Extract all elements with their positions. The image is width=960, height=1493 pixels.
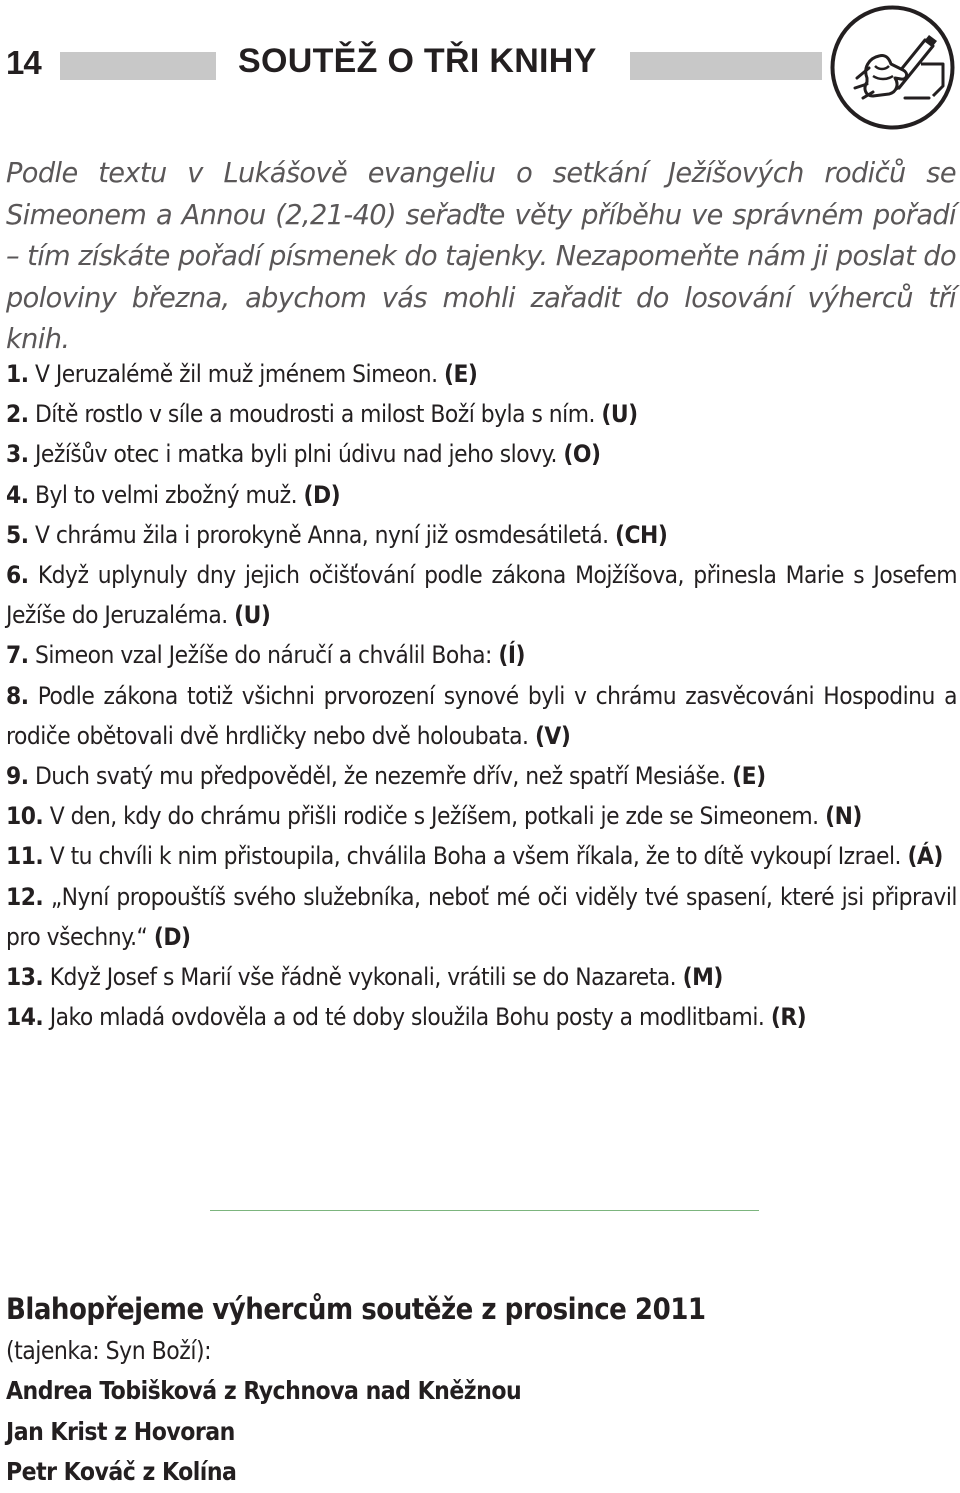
item-number: 14. [6, 1002, 44, 1032]
list-item [6, 836, 957, 876]
item-text: „Nyní propouštíš svého služebníka, neboť mé oči viděly tvé spasení, které jsi připravil pro všechny.“ [6, 881, 957, 951]
list-item [6, 796, 957, 836]
item-text: Podle zákona totiž všichni prvorození synové byli v chrámu zasvěcováni Hospodinu a rodiče obětovali dvě hrdličky nebo dvě holoubata. [6, 680, 957, 750]
item-text: Byl to velmi zbožný muž. [34, 479, 298, 509]
list-item [6, 434, 957, 474]
winner-name: Petr Kováč z Kolína [6, 1457, 237, 1486]
item-number: 4. [6, 479, 29, 509]
item-letter: (E) [444, 359, 478, 388]
item-text: Duch svatý mu předpověděl, že nezemře dřív, než spatří Mesiáše. [34, 761, 726, 791]
item-number: 11. [6, 841, 44, 871]
item-text: V Jeruzalémě žil muž jménem Simeon. [34, 359, 438, 388]
list-item [6, 475, 957, 515]
page-title: SOUTĚŽ O TŘI KNIHY [238, 42, 597, 80]
winners-title: Blahopřejeme výhercům soutěže z prosince 2011 [6, 1292, 706, 1326]
item-text: V den, kdy do chrámu přišli rodiče s Ježíšem, potkali je zde se Simeonem. [49, 801, 819, 831]
list-item [6, 877, 957, 957]
section-divider [210, 1210, 759, 1211]
header-bar-left [60, 52, 216, 80]
list-item [6, 394, 957, 434]
winner-name: Jan Krist z Hovoran [6, 1416, 235, 1446]
item-text: Jako mladá ovdověla a od té doby sloužila Bohu posty a modlitbami. [49, 1002, 765, 1032]
list-item [6, 354, 957, 394]
item-number: 6. [6, 560, 29, 590]
item-letter: (M) [682, 962, 723, 992]
item-letter: (V) [534, 720, 571, 750]
item-letter: (Í) [498, 640, 525, 670]
list-item [6, 997, 957, 1037]
item-text: Dítě rostlo v síle a moudrosti a milost Boží byla s ním. [34, 399, 595, 429]
item-letter: (R) [770, 1002, 807, 1032]
item-number: 5. [6, 519, 29, 549]
item-letter: (D) [303, 479, 341, 509]
winner-name: Andrea Tobišková z Rychnova nad Kněžnou [6, 1376, 522, 1405]
winners-section [6, 1287, 946, 1493]
list-item [6, 515, 957, 555]
item-letter: (E) [732, 761, 766, 791]
hand-writing-with-pen-icon [829, 4, 956, 131]
item-number: 8. [6, 680, 29, 710]
item-text: V chrámu žila i prorokyně Anna, nyní již osmdesátiletá. [34, 519, 609, 549]
item-letter: (D) [153, 921, 191, 951]
list-item [6, 756, 957, 796]
item-letter: (O) [563, 439, 601, 469]
item-text: Ježíšův otec i matka byli plni údivu nad jeho slovy. [34, 439, 557, 469]
item-letter: (U) [234, 600, 271, 630]
item-number: 3. [6, 439, 29, 469]
item-number: 7. [6, 640, 29, 670]
page-header [0, 0, 960, 135]
item-text: Simeon vzal Ježíše do náručí a chválil Boha: [34, 640, 492, 670]
item-letter: (Á) [907, 841, 943, 871]
instructions-text: Podle textu v Lukášově evangeliu o setkání Ježíšových rodičů se Simeonem a Annou (2,21-40) seřaďte věty příběhu ve správném pořadí – tím získáte pořadí písmenek do tajenky. Nezapomeňte nám ji poslat do poloviny března, abychom vás mohli zařadit do losování výherců tří knih. [6, 158, 956, 355]
page-number: 14 [6, 44, 41, 81]
instructions [6, 153, 956, 361]
item-letter: (U) [601, 399, 638, 429]
item-text: Když Josef s Marií vše řádně vykonali, vrátili se do Nazareta. [49, 962, 677, 992]
list-item [6, 676, 957, 756]
list-item [6, 635, 957, 675]
item-number: 9. [6, 761, 29, 791]
list-item [6, 555, 957, 635]
sentence-list [6, 354, 957, 1037]
item-number: 13. [6, 962, 44, 992]
item-number: 2. [6, 399, 29, 429]
item-text: Když uplynuly dny jejich očišťování podle zákona Mojžíšova, přinesla Marie s Josefem Ježíše do Jeruzaléma. [6, 560, 957, 630]
item-text: V tu chvíli k nim přistoupila, chválila Boha a všem říkala, že to dítě vykoupí Izrael. [49, 841, 901, 871]
item-letter: (N) [825, 801, 862, 831]
list-item [6, 957, 957, 997]
header-bar-right [630, 52, 822, 80]
item-number: 12. [6, 881, 44, 911]
item-number: 1. [6, 359, 29, 388]
item-number: 10. [6, 801, 44, 831]
winners-subtitle: (tajenka: Syn Boží): [6, 1336, 212, 1365]
item-letter: (CH) [615, 519, 668, 549]
